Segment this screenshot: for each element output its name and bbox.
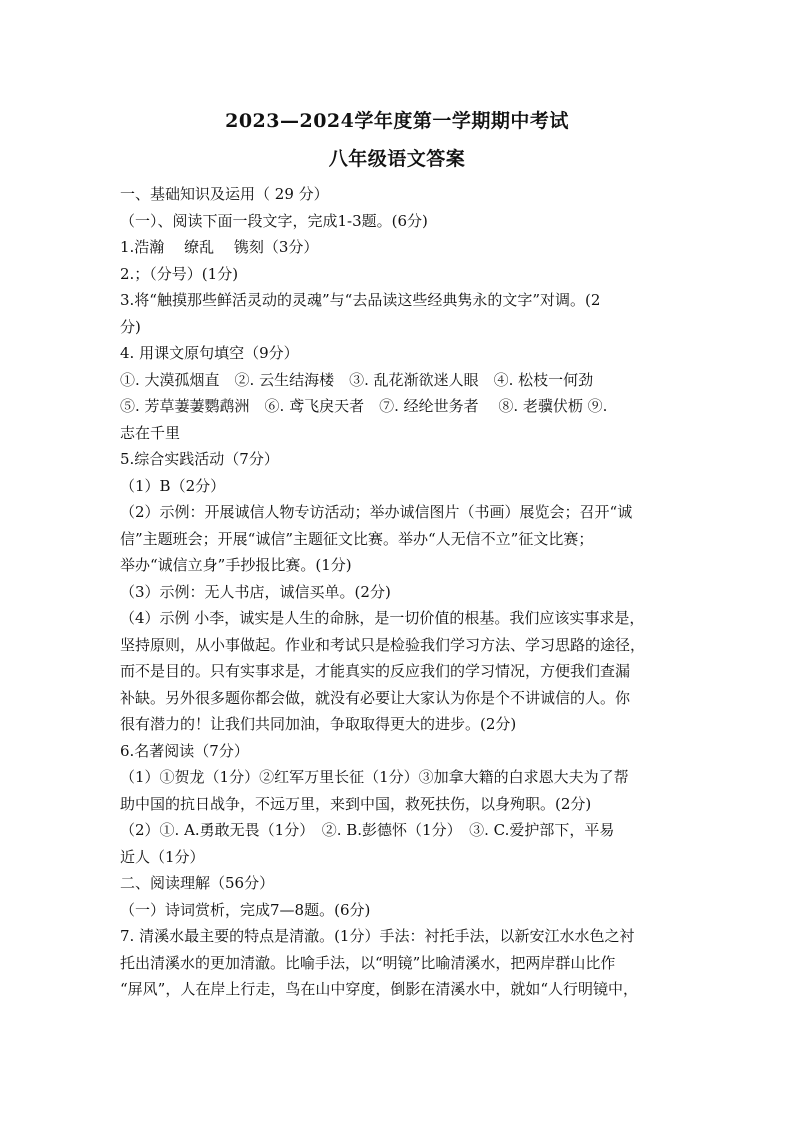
answer-line: “屏风”，人在岸上行走，鸟在山中穿度，倒影在清溪水中，就如“人行明镜中， — [120, 980, 639, 998]
answer-line: 3.将“触摸那些鲜活灵动的灵魂”与“去品读这些经典隽永的文字”对调。(2 — [120, 291, 601, 309]
subsection-heading: （一）诗词赏析，完成7—8题。(6分) — [120, 900, 371, 919]
answer-line: 托出清溪水的更加清澈。比喻手法，以“明镜”比喻清溪水，把两岸群山比作 — [120, 953, 616, 972]
question-heading: 5.综合实践活动（7分） — [120, 450, 279, 468]
answer-line: 助中国的抗日战争，不远万里，来到中国，救死扶伤，以身殉职。(2分) — [120, 794, 592, 813]
answer-key-subtitle: 八年级语文答案 — [328, 148, 466, 170]
answer-line: （3）示例：无人书店，诚信买单。(2分) — [120, 582, 391, 601]
answer-line: 分) — [120, 317, 141, 336]
answer-line: （1）B（2分） — [120, 476, 226, 495]
answer-line: ①. 大漠孤烟直 ②. 云生结海楼 ③. 乱花渐欲迷人眼 ④. 松枝一何劲 — [120, 370, 594, 389]
answer-line: 2.；（分号）(1分) — [120, 264, 239, 283]
answer-line: （2）①. A.勇敢无畏（1分） ②. B.彭德怀（1分） ③. C.爱护部下，平易 — [120, 821, 615, 839]
answer-line: 1.浩瀚 缭乱 镌刻（3分） — [120, 238, 319, 256]
answer-line: 坚持原则，从小事做起。作业和考试只是检验我们学习方法、学习思路的途径， — [120, 635, 646, 654]
question-heading: 4. 用课文原句填空（9分） — [120, 344, 299, 362]
question-heading: 6.名著阅读（7分） — [120, 741, 249, 760]
answer-line: （1）①贺龙（1分）②红军万里长征（1分）③加拿大籍的白求恩大夫为了帮 — [120, 768, 629, 786]
answer-line: （4）示例 小李，诚实是人生的命脉，是一切价值的根基。我们应该实事求是， — [120, 609, 645, 627]
answer-line: 信”主题班会；开展“诚信”主题征文比赛。举办“人无信不立”征文比赛； — [120, 529, 594, 548]
answer-line: 志在千里 — [120, 423, 181, 442]
answer-line: 很有潜力的！让我们共同加油，争取取得更大的进步。(2分) — [120, 715, 517, 733]
answer-line: 补缺。另外很多题你都会做，就没有必要让大家认为你是个不讲诚信的人。你 — [120, 688, 631, 707]
answer-line: （2）示例：开展诚信人物专访活动；举办诚信图片（书画）展览会；召开“诚 — [120, 503, 633, 521]
exam-title: 2023—2024学年度第一学期期中考试 — [225, 110, 569, 132]
answer-line: 而不是目的。只有实事求是，才能真实的反应我们的学习情况，方便我们查漏 — [120, 662, 631, 680]
section-heading: 二、阅读理解（56分） — [120, 874, 275, 892]
answer-line: 举办“诚信立身”手抄报比赛。(1分) — [120, 556, 352, 574]
answer-line: 近人（1分） — [120, 847, 205, 866]
section-heading: 一、基础知识及运用（ 29 分） — [120, 185, 329, 203]
answer-line: 7. 清溪水最主要的特点是清澈。(1分）手法：衬托手法，以新安江水水色之衬 — [120, 927, 635, 945]
answer-line: ⑤. 芳草萋萋鹦鹉洲 ⑥. 鸢飞戾天者 ⑦. 经纶世务者 ⑧. 老骥伏枥 ⑨. — [120, 397, 608, 415]
subsection-heading: （一）、阅读下面一段文字，完成1-3题。(6分) — [120, 211, 428, 230]
answer-body — [120, 181, 680, 1003]
